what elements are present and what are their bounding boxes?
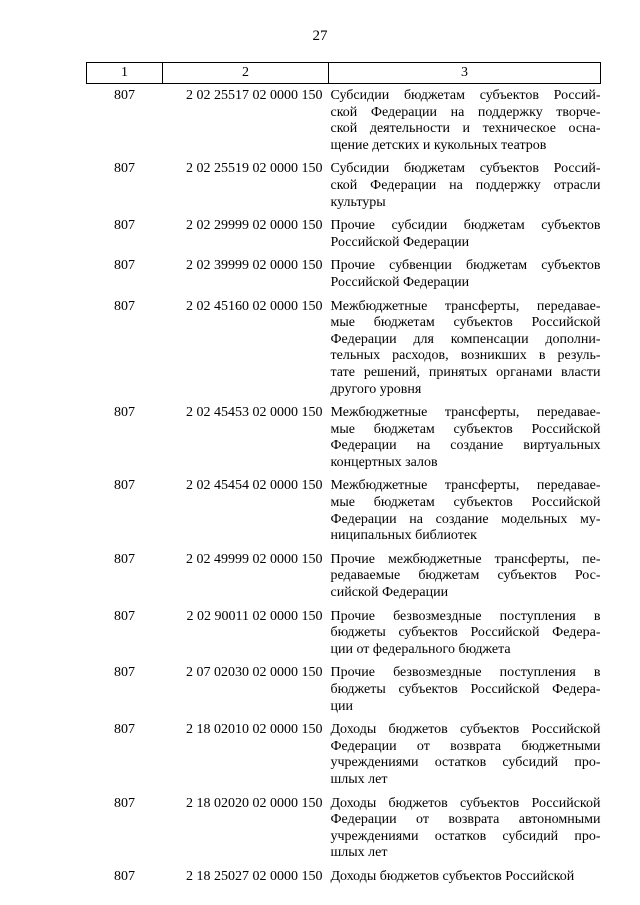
- admin-code-cell: 807: [114, 298, 135, 314]
- budget-classification-code-cell: 2 18 02010 02 0000 150: [186, 722, 323, 738]
- table-body: [87, 84, 601, 889]
- description-line: тельных расходов, возникших в резуль-: [330, 348, 601, 364]
- description-line: Субсидии бюджетам субъектов Россий-: [330, 88, 601, 103]
- description-cell: [329, 474, 601, 547]
- description-line: Федерации для компенсации дополни-: [330, 331, 601, 347]
- table-row: [87, 214, 601, 254]
- description-cell: [329, 718, 601, 791]
- table-row: [87, 718, 601, 791]
- description-cell: [329, 548, 601, 605]
- description-line: щение детских и кукольных театров: [330, 137, 547, 153]
- table-row: [87, 661, 601, 718]
- description-cell: [329, 84, 601, 158]
- description-cell: [329, 605, 601, 662]
- description-line: Российской Федерации: [330, 274, 470, 290]
- description-line: редаваемые бюджетам субъектов Рос-: [330, 568, 601, 584]
- table-row: [87, 254, 601, 294]
- description-line: бюджеты субъектов Российской Федера-: [330, 625, 601, 641]
- budget-classification-code-cell: 2 02 90011 02 0000 150: [186, 608, 323, 624]
- budget-classification-code-cell: 2 18 02020 02 0000 150: [186, 795, 323, 811]
- description-line: Доходы бюджетов субъектов Российской: [330, 868, 575, 884]
- table-row: [87, 865, 601, 889]
- description-cell: [329, 254, 601, 294]
- budget-codes-table: [86, 62, 601, 889]
- budget-classification-code-cell: 2 18 25027 02 0000 150: [186, 868, 323, 884]
- description-line: концертных залов: [330, 454, 438, 470]
- table-row: [87, 157, 601, 214]
- description-line: Межбюджетные трансферты, передавае-: [330, 478, 601, 494]
- description-line: шлых лет: [330, 845, 388, 861]
- page-number: 27: [312, 28, 328, 44]
- description-line: Федерации от возврата бюджетными: [330, 738, 601, 754]
- description-line: ниципальных библиотек: [330, 528, 477, 544]
- table-row: [87, 792, 601, 865]
- table-row: [87, 401, 601, 474]
- admin-code-cell: 807: [114, 258, 135, 274]
- budget-classification-code-cell: 2 02 25517 02 0000 150: [186, 88, 323, 103]
- description-cell: [329, 157, 601, 214]
- description-cell: [329, 401, 601, 474]
- admin-code-cell: 807: [114, 88, 135, 103]
- description-line: ской Федерации на поддержку творче-: [330, 104, 601, 120]
- description-line: Федерации от возврата автономными: [330, 812, 601, 828]
- description-line: тате решений, принятых органами власти: [330, 364, 601, 380]
- description-line: бюджеты субъектов Российской Федера-: [330, 682, 601, 697]
- admin-code-cell: 807: [114, 608, 135, 624]
- description-line: ции от федерального бюджета: [330, 641, 511, 657]
- description-line: ской деятельности и техническое осна-: [330, 121, 601, 137]
- description-line: мые бюджетам субъектов Российской: [330, 495, 601, 511]
- admin-code-cell: 807: [114, 665, 135, 681]
- admin-code-cell: 807: [114, 551, 135, 567]
- admin-code-cell: 807: [114, 218, 135, 234]
- description-cell: [329, 295, 601, 402]
- description-cell: [329, 792, 601, 865]
- description-line: Федерации на создание виртуальных: [330, 438, 601, 454]
- budget-classification-code-cell: 2 02 45454 02 0000 150: [186, 478, 323, 494]
- header-row: [87, 63, 601, 84]
- description-line: Федерации на создание модельных му-: [330, 511, 601, 527]
- description-line: Прочие субвенции бюджетам субъектов: [330, 258, 601, 274]
- table-row: [87, 548, 601, 605]
- budget-classification-code-cell: 2 02 29999 02 0000 150: [186, 218, 323, 234]
- description-line: Прочие безвозмездные поступления в: [330, 665, 601, 681]
- budget-classification-code-cell: 2 02 49999 02 0000 150: [186, 551, 323, 567]
- description-line: Доходы бюджетов субъектов Российской: [330, 722, 601, 738]
- table-row: [87, 474, 601, 547]
- budget-classification-code-cell: 2 02 39999 02 0000 150: [186, 258, 323, 274]
- table-row: [87, 84, 601, 158]
- description-line: Прочие межбюджетные трансферты, пе-: [330, 551, 601, 567]
- description-cell: [329, 661, 601, 718]
- budget-classification-code-cell: 2 02 45453 02 0000 150: [186, 405, 323, 421]
- header-col-1: 1: [87, 63, 163, 84]
- description-line: Межбюджетные трансферты, передавае-: [330, 298, 601, 314]
- description-line: Межбюджетные трансферты, передавае-: [330, 405, 601, 421]
- description-line: Доходы бюджетов субъектов Российской: [330, 795, 601, 811]
- admin-code-cell: 807: [114, 722, 135, 738]
- admin-code-cell: 807: [114, 405, 135, 421]
- admin-code-cell: 807: [114, 478, 135, 494]
- description-line: Субсидии бюджетам субъектов Россий-: [330, 161, 601, 177]
- description-cell: [329, 214, 601, 254]
- description-line: мые бюджетам субъектов Российской: [330, 315, 601, 331]
- description-line: сийской Федерации: [330, 585, 449, 601]
- description-line: учреждениями остатков субсидий про-: [330, 828, 601, 844]
- description-line: учреждениями остатков субсидий про-: [330, 755, 601, 771]
- description-line: ции: [330, 698, 353, 714]
- description-line: Российской Федерации: [330, 234, 470, 250]
- description-line: мые бюджетам субъектов Российской: [330, 421, 601, 437]
- description-line: Прочие субсидии бюджетам субъектов: [330, 218, 601, 234]
- description-line: другого уровня: [330, 381, 422, 397]
- budget-classification-code-cell: 2 07 02030 02 0000 150: [186, 665, 323, 681]
- budget-classification-code-cell: 2 02 25519 02 0000 150: [186, 161, 323, 177]
- description-line: культуры: [330, 194, 386, 210]
- header-col-3: 3: [329, 63, 601, 84]
- table-row: [87, 605, 601, 662]
- admin-code-cell: 807: [114, 795, 135, 811]
- header-col-2: 2: [163, 63, 329, 84]
- budget-codes-table-container: [86, 62, 600, 889]
- description-line: Прочие безвозмездные поступления в: [330, 608, 601, 624]
- admin-code-cell: 807: [114, 868, 135, 884]
- table-row: [87, 295, 601, 402]
- description-line: шлых лет: [330, 771, 388, 787]
- table-header: [87, 63, 601, 84]
- description-cell: [329, 865, 601, 889]
- admin-code-cell: 807: [114, 161, 135, 177]
- description-line: ской Федерации на поддержку отрасли: [330, 177, 601, 193]
- budget-classification-code-cell: 2 02 45160 02 0000 150: [186, 298, 323, 314]
